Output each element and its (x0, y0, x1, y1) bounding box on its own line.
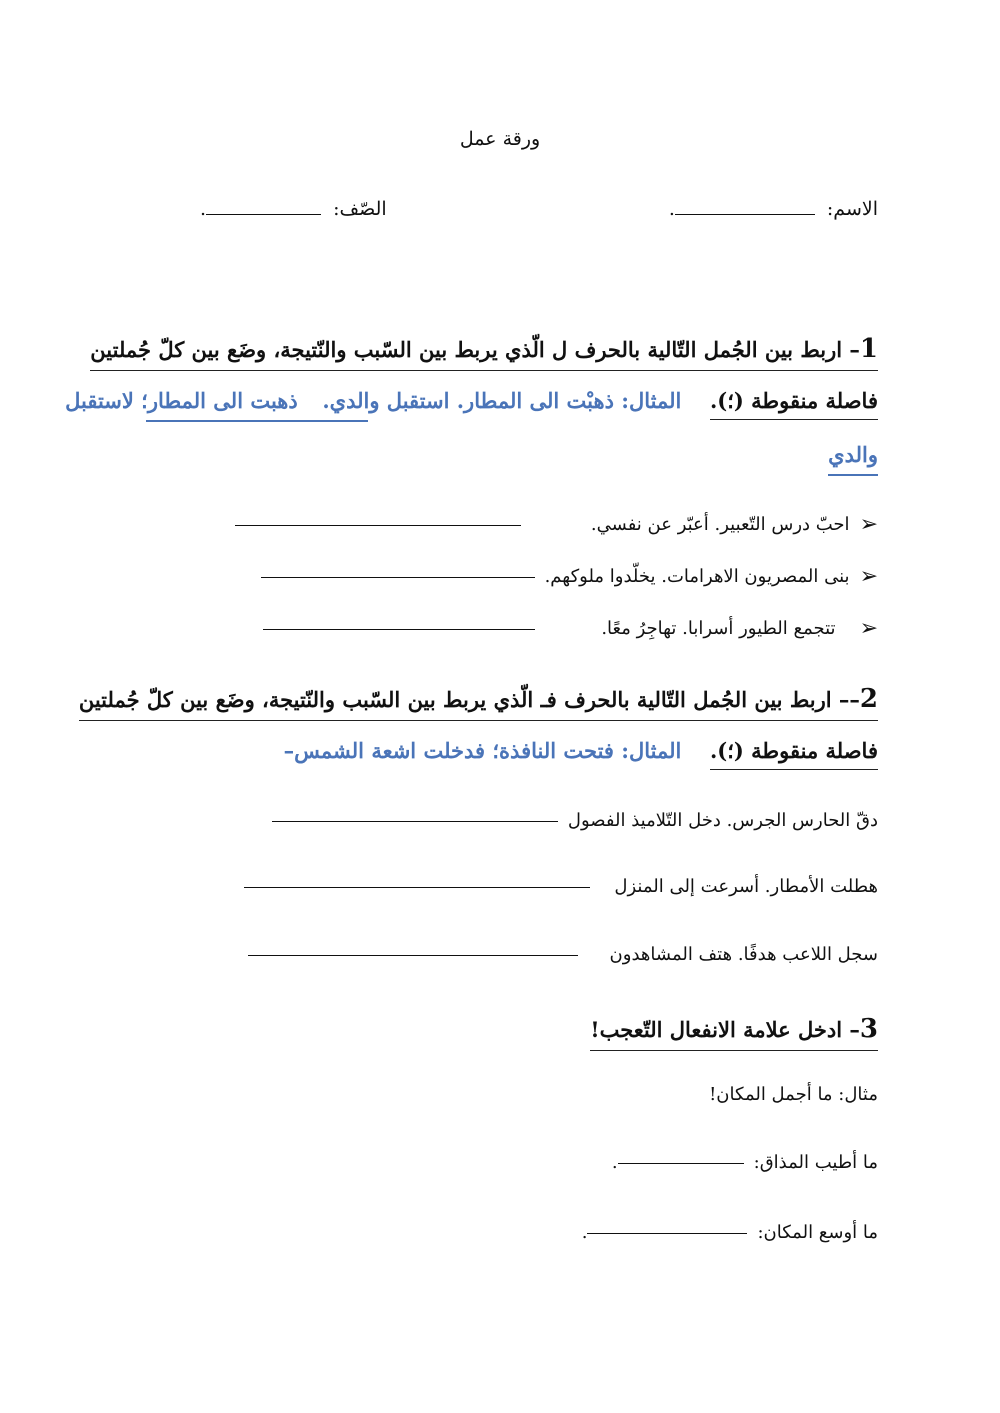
q2-item (244, 876, 878, 897)
q2-number: 2 (859, 684, 878, 714)
answer-blank[interactable] (248, 954, 578, 956)
q3-item-text: ما أطيب المذاق: (753, 1152, 878, 1173)
class-label: الصّف: (333, 198, 387, 220)
q1-instruction: – اربط بين الجُمل التّالية بالحرف ل الّذي يربط بين السّبب والنّتيجة، وضَع بين كلّ جُملتين (90, 337, 860, 362)
arrow-bullet-icon: ➢ (859, 564, 878, 589)
answer-blank[interactable] (263, 628, 535, 630)
answer-blank[interactable] (587, 1232, 747, 1234)
q1-item-text: احبّ درس التّعبير. أعبّر عن نفسي. (590, 514, 850, 535)
answer-blank[interactable] (272, 820, 558, 822)
q3-item: ما أطيب المذاق: . (611, 1152, 878, 1173)
q1-item (261, 564, 878, 589)
answer-blank[interactable] (235, 524, 521, 526)
q2-item (248, 944, 878, 965)
q3-example: مثال: ما أجمل المكان! (709, 1084, 878, 1105)
q1-answer-underline (146, 420, 368, 422)
q3-heading (590, 1014, 878, 1051)
q3-item-text: ما أوسع المكان: (757, 1222, 878, 1243)
answer-blank[interactable] (261, 576, 535, 578)
q2-item-text: هطلت الأمطار. أسرعت إلى المنزل (614, 876, 878, 897)
q1-number: 1 (859, 334, 878, 364)
name-blank[interactable] (675, 213, 815, 215)
q2-line2-lead: فاصلة منقوطة (؛). (710, 738, 878, 770)
q3-number: 3 (859, 1014, 878, 1044)
arrow-bullet-icon: ➢ (859, 616, 878, 641)
q1-example-answer-cont: والدي (828, 442, 878, 467)
q2-item (272, 810, 878, 831)
q1-example-answer: ذهبت الى المطار؛ لاستقبل (65, 388, 298, 413)
q2-heading (79, 684, 878, 721)
q2-item-text: سجل اللاعب هدفًا. هتف المشاهدون (609, 944, 878, 965)
name-label: الاسم: (826, 198, 878, 220)
q2-item-text: دقّ الحارس الجرس. دخل التّلاميذ الفصول (567, 810, 878, 831)
q3-instruction: – ادخل علامة الانفعال التّعجب! (590, 1017, 860, 1042)
page-title: ورقة عمل (459, 128, 541, 150)
q2-example: المثال: فتحت النافذة؛ فدخلت اشعة الشمس– (283, 738, 682, 763)
answer-blank[interactable] (618, 1162, 744, 1164)
q1-example-label: المثال: ذهبْت الى المطار. استقبل والدي. (322, 388, 682, 413)
answer-blank[interactable] (244, 886, 590, 888)
q1-heading (90, 334, 878, 371)
class-blank[interactable] (206, 213, 321, 215)
q1-answer-cont-underline (828, 474, 878, 476)
q1-item-text: بنى المصريون الاهرامات. يخلّدوا ملوكهم. (544, 566, 850, 587)
q1-line2-lead: فاصلة منقوطة (؛). (710, 388, 878, 420)
name-field: الاسم: . (668, 198, 878, 220)
q1-item (235, 512, 878, 537)
q1-example-line (65, 388, 878, 413)
q1-item (263, 616, 878, 641)
q1-item-text: تتجمع الطيور أسرابا. تهاجِرُ معًا. (601, 618, 836, 639)
q3-item: ما أوسع المكان: . (581, 1222, 878, 1243)
class-field: الصّف: . (200, 198, 387, 220)
q2-instruction: –– اربط بين الجُمل التّالية بالحرف فـ الّذي يربط بين السّبب والنّتيجة، وضَع بين كلّ جُملتين (78, 687, 860, 712)
q2-example-line (284, 738, 878, 763)
arrow-bullet-icon: ➢ (859, 512, 878, 537)
